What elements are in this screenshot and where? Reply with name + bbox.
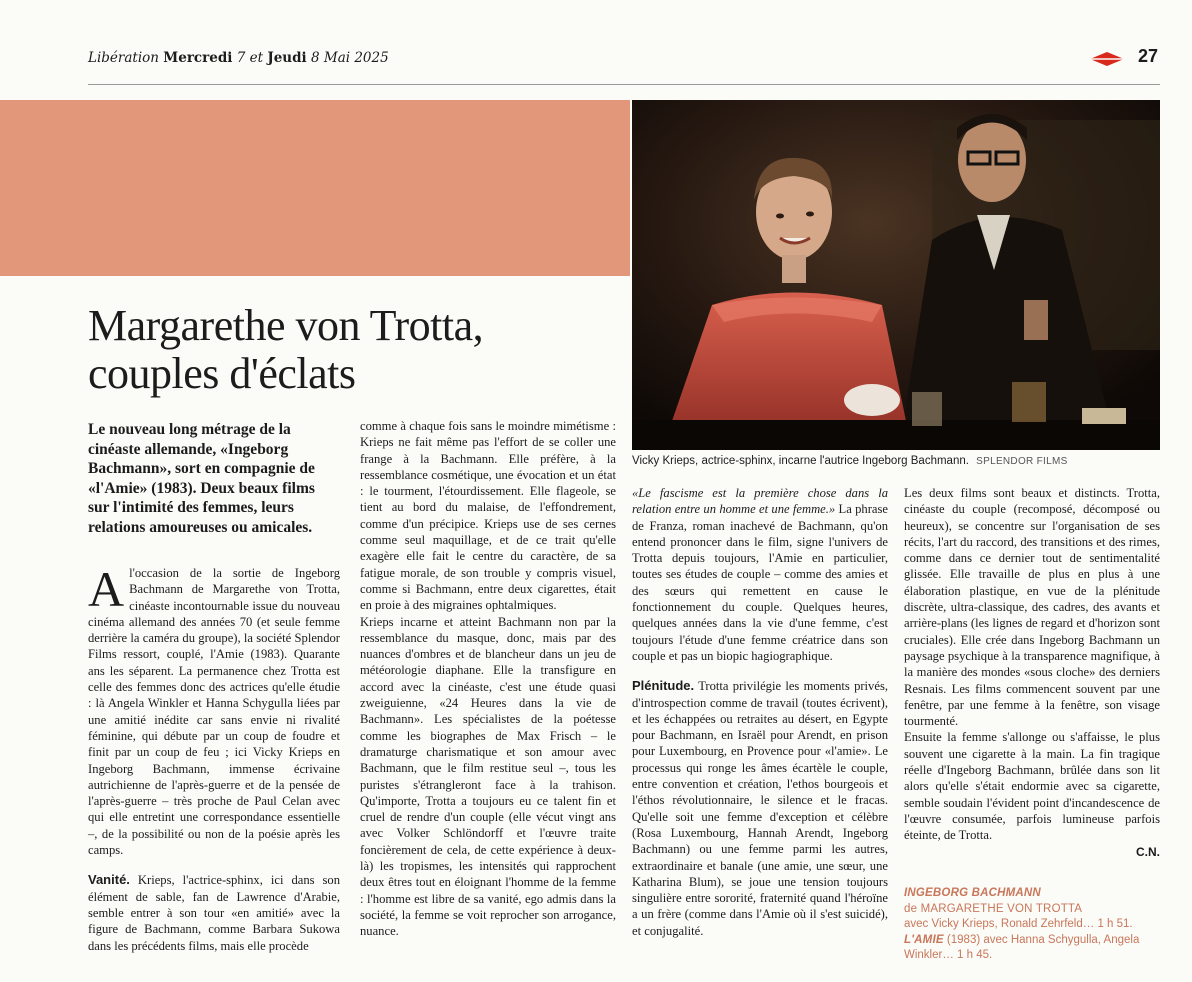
- article-lead: Le nouveau long métrage de la cinéaste allemande, «Ingeborg Bachmann», sort en compagnie de «l'Amie» (1983). Deux beaux films sur l'intimité des femmes, leurs relations amoureuses ou amicales.: [88, 421, 315, 536]
- column-1-text-2: Krieps, l'actrice-sphinx, ici dans son élément de sable, fan de Lawrence d'Arabie, semble entrer à son tour «en amitié» avec la figure de Bachmann, comme Barbara Sukowa dans les précédents films, mais elle procède: [88, 873, 341, 953]
- column-3-text-1: La phrase de Franza, roman inachevé de Bachmann, qu'on entend prononcer dans le film, signe l'univers de Trotta depuis toujours, l'Amie en particulier, toutes ses études de couple – comme des amies et des sœurs qui remettent en cause le fonctionnement du couple. Quelques heures, quelques années dans la vie d'une femme, c'est toujours l'étude d'une femme créatrice dans son couple et pas un biopic hagiographique.: [632, 502, 888, 663]
- film1-title: INGEBORG BACHMANN: [904, 887, 1041, 899]
- column-4-paragraph-2: Ensuite la femme s'allonge ou s'affaisse, le plus souvent une cigarette à la main. La fin tragique réelle d'Ingeborg Bachmann, brûlée dans son lit alors qu'elle s'était endormie avec sa cigarette, semble soudain l'évident point d'incandescence de l'œuvre consumée, parfois lumineuse parfois éteinte, de Trotta.: [904, 730, 1160, 843]
- header-rule: [88, 84, 1160, 85]
- column-4: [904, 485, 1160, 860]
- page-header: [88, 48, 1160, 72]
- column-1-paragraph-1: [88, 561, 340, 858]
- author-signature: C.N.: [1136, 844, 1160, 859]
- column-3-paragraph-1: [632, 485, 888, 664]
- liberation-logo-icon: [1090, 52, 1124, 66]
- film1-cast: avec Vicky Krieps, Ronald Zehrfeld… 1 h 51.: [904, 918, 1133, 930]
- column-3-text-2: Trotta privilégie les moments privés, d'introspection comme de travail (toutes écrivent), et les échappées ou retraites au désert, en Egypte pour Bachmann, en Israël pour Arendt, en prison pour Luxembourg, en Provence pour «l'amie». Le processus qui ronge les âmes écartèle le couple, entre convention et création, l'ethos bourgeois et l'éthos révolutionnaire, le silence et le fracas. Qu'elle soit une femme d'exception et célèbre (Rosa Luxembourg, Hannah Arendt, Ingeborg Bachmann) ou une femme parmi les autres, extraordinaire et banale (une amie, une sœur, une Katharina Blum), se joue une tension toujours singulière entre sororité, fraternité quand l'héroïne a un frère (comme dans l'Amie où il s'est suicidé), et conjugalité.: [632, 679, 888, 938]
- photo-caption: [632, 455, 1160, 467]
- masthead: [88, 50, 389, 66]
- masthead-day1-num: 7 et: [236, 50, 264, 66]
- article-photo: [632, 100, 1160, 450]
- column-1-paragraph-2: [88, 872, 340, 953]
- column-1-text-1: l'occasion de la sortie de Ingeborg Bachmann de Margarethe von Trotta, cinéaste incontournable issue du nouveau cinéma allemand des années 70 (et seule femme derrière la caméra du groupe), la société Splendor Films ressort, couplé, l'Amie (1983). Quarante ans les séparent. La permanence chez Trotta est celle des femmes donc des actrices qu'elle étudie : là Angela Winkler et Hanna Schygulla liées par une amitié inédite car sans envie ni rivalité féminine, qui débute par un coup de foudre et finit par un coup de feu ; ici Vicky Krieps en Ingeborg Bachmann, immense écrivaine autrichienne de l'après-guerre et de la pensée de l'après-guerre – très proche de Paul Celan avec qui elle entretint une correspondance essentielle –, de la possibilité ou non de la poésie après les camps.: [88, 566, 340, 858]
- decorative-color-block: [0, 100, 630, 276]
- masthead-day1: Mercredi: [163, 50, 233, 66]
- headline-line-1: Margarethe von Trotta,: [88, 301, 484, 350]
- column-2: [360, 418, 616, 940]
- subhead-vanite: Vanité.: [88, 872, 130, 888]
- column-4-paragraph-1: Les deux films sont beaux et distincts. Trotta, cinéaste du couple (recomposé, décomposé ou heureux), se concentre sur l'organisation de ses récits, l'art du raccord, des transitions et des rimes, comme dans ce dernier tout de sentimentalité glissée. Elle travaille de plus en plus à une élaboration plastique, en vue de la plénitude discrète, ultra-classique, des cadres, des avants et arrière-plans (les lignes de regard et d'horizon sont cruciales). Elle crée dans Ingeborg Bachmann un paysage psychique à la transparence magnifique, à la manière des mondes «sous cloche» des derniers Resnais. Les films commencent souvent par une fenêtre, par une femme à la fenêtre, son visage tourmenté.: [904, 486, 1160, 729]
- column-2-paragraph-2: Krieps incarne et atteint Bachmann non par la ressemblance du masque, donc, mais par des nuances d'ombres et de blancheur dans un jeu de météorologie diaphane. Elle la transfigure en accord avec la cinéaste, c'est une étude quasi zweiguienne, «24 Heures dans la vie de Bachmann». Les spécialistes de la poétesse comme les biographes de Max Frisch – le dramaturge charismatique et son amour avec Bachmann, que le film restitue seul –, tous les puristes s'étrangleront face à la trahison. Qu'importe, Trotta a toujours eu ce talent fin et cruel de rendre d'un couple (elle vécut vingt ans avec Volker Schlöndorff et l'œuvre traite foncièrement de cela, de cette expérience à deux-là) les tropismes, les intensités qui rapprochent deux êtres tout en éloignant l'homme de la femme : l'homme est libre de sa vanité, ego admis dans la société, la femme se voit reprocher son arrogance, nuance.: [360, 614, 616, 939]
- masthead-day2: Jeudi: [267, 50, 307, 66]
- pull-quote: «Le fascisme est la première chose dans la relation entre un homme et une femme.»: [632, 486, 888, 517]
- column-3-paragraph-2: [632, 678, 888, 939]
- film2-title: L'AMIE: [904, 933, 944, 946]
- film2-details: (1983) avec Hanna Schygulla, Angela Winkler… 1 h 45.: [904, 933, 1140, 961]
- photo-credit: SPLENDOR FILMS: [976, 456, 1068, 467]
- film2-line: [904, 933, 1160, 964]
- caption-text: Vicky Krieps, actrice-sphinx, incarne l'autrice Ingeborg Bachmann.: [632, 455, 969, 467]
- drop-cap: A: [88, 561, 125, 617]
- masthead-date: 8 Mai 2025: [310, 50, 389, 66]
- column-1: [88, 561, 341, 954]
- photo-illustration: [632, 100, 1160, 450]
- column-2-paragraph-1: comme à chaque fois sans le moindre mimétisme : Krieps ne fait même pas l'effort de se coller une frange à la Bachmann. Elle préfère, à la ressemblance cosmétique, une évocation et un état : le tourment, l'étourdissement. Elle flageole, se tient au bord du malaise, de l'effondrement, comme d'un précipice. Krieps use de ses cernes comme seul maquillage, et de ce trait qu'elle exagère elle fait le centre du caractère, de sa fatigue morale, de son trouble y compris visuel, comme si Bachmann, entre deux cigarettes, était en proie à des migraines ophtalmiques.: [360, 419, 616, 613]
- film-infobox: [904, 886, 1160, 964]
- headline-line-2: couples d'éclats: [88, 349, 356, 398]
- film1-director: de MARGARETHE VON TROTTA: [904, 902, 1083, 915]
- masthead-name: Libération: [88, 50, 159, 66]
- article-headline: [88, 302, 608, 398]
- subhead-plenitude: Plénitude.: [632, 678, 695, 694]
- page-number: 27: [1137, 46, 1158, 66]
- column-3: [632, 485, 888, 939]
